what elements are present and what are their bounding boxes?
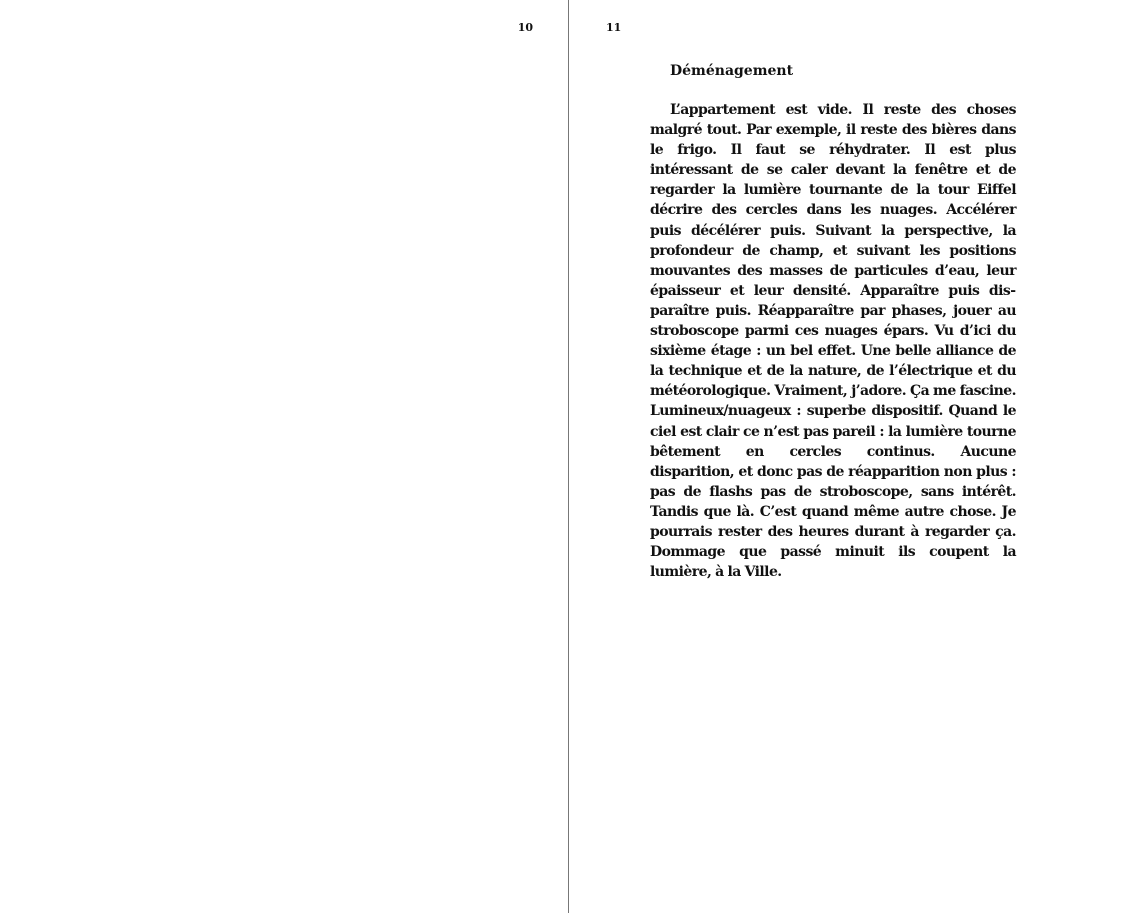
right-page — [569, 0, 1137, 913]
right-page-number: 11 — [606, 21, 622, 34]
left-page-number: 10 — [517, 21, 533, 34]
body-paragraph: L’appartement est vide. Il reste des choses malgré tout. Par exemple, il reste des bières dans le frigo. Il faut se réhydrater. Il est plus intéressant de se caler devant la fenêtre et de regarder la lumière tournante de la tour Eiffel décrire des cercles dans les nuages. Accélérer puis décélérer puis. Suivant la perspective, la profondeur de champ, et suivant les positions mouvantes des masses de particules d’eau, leur épaisseur et leur densité. Apparaître puis disparaître puis. Réapparaître par phases, jouer au stroboscope parmi ces nuages épars. Vu d’ici du sixième étage : un bel effet. Une belle alliance de la technique et de la nature, de l’électrique et du météorologique. Vraiment, j’adore. Ça me fascine. Lumineux/nuageux : superbe dispositif. Quand le ciel est clair ce n’est pas pareil : la lumière tourne bêtement en cercles continus. Aucune disparition, et donc pas de réapparition non plus : pas de flashs pas de stroboscope, sans intérêt. Tandis que là. C’est quand même autre chose. Je pourrais rester des heures durant à regarder ça. Dommage que passé minuit ils coupent la lumière, à la Ville. — [650, 102, 1016, 581]
left-page — [0, 0, 568, 913]
section-title: Déménagement — [670, 63, 794, 79]
